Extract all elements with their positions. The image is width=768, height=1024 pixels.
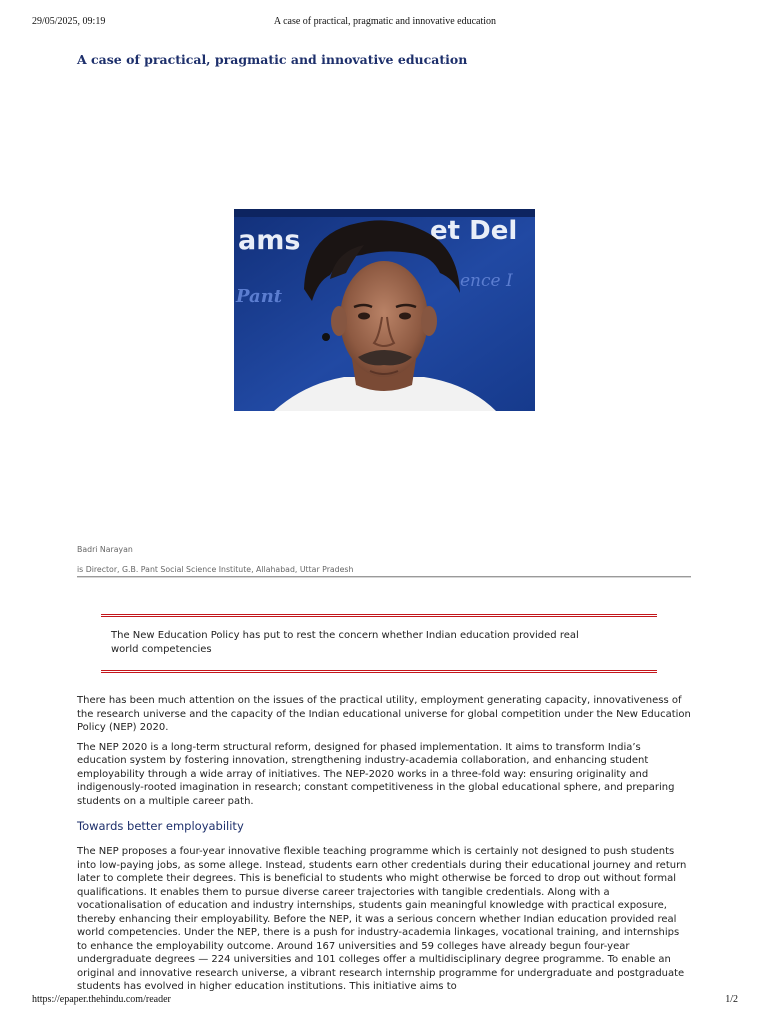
article-title: A case of practical, pragmatic and innovative education bbox=[77, 52, 468, 67]
section-heading: Towards better employability bbox=[77, 819, 244, 833]
pull-quote-text: The New Education Policy has put to rest the concern whether Indian education provided real world competencies bbox=[111, 630, 579, 655]
article-body bbox=[77, 694, 691, 1000]
banner-text-2: et Del bbox=[430, 216, 518, 246]
byline-divider bbox=[77, 576, 691, 578]
pull-quote bbox=[101, 614, 657, 673]
paragraph: There has been much attention on the issues of the practical utility, employment generating capacity, innovativeness of the research universe and the capacity of the Indian educational universe for global competition under the New Education Policy (NEP) 2020. bbox=[77, 695, 691, 733]
print-footer bbox=[32, 994, 738, 1008]
author-photo bbox=[234, 209, 535, 411]
banner-text-4: ence I bbox=[460, 271, 513, 291]
paragraph: The NEP 2020 is a long-term structural reform, designed for phased implementation. It aims to transform India’s education system by fostering innovation, strengthening industry-academia collaboration, and enhancing student employability through a wide array of initiatives. The NEP-2020 works in a three-fold way: ensuring originality and indigenously-rooted imagination in research; constant competitiveness in the global educational sphere, and preparing students on a multiple career path. bbox=[77, 741, 675, 807]
author-role: is Director, G.B. Pant Social Science Institute, Allahabad, Uttar Pradesh bbox=[77, 565, 354, 574]
author-name: Badri Narayan bbox=[77, 545, 133, 554]
paragraph: The NEP proposes a four-year innovative flexible teaching programme which is certainly not designed to push students into low-paying jobs, as some allege. Instead, students earn other credentials during their educational journey and return later to complete their degrees. This is beneficial to students who might otherwise be forced to drop out without formal qualifications. It enables them to pursue diverse career trajectories with tangible credentials. Along with a vocationalisation of education and industry internships, students gain meaningful knowledge with practical exposure, thereby enhancing their employability. Before the NEP, it was a serious concern whether Indian education provided real world competencies. Under the NEP, there is a push for industry-academia linkages, vocational training, and internships to enhance the employability outcome. Around 167 universities and 59 colleges have already begun four-year undergraduate degrees — 224 universities and 101 colleges offer a multidisciplinary degree programme. To enable an original and innovative research universe, a vibrant research internship programme for undergraduate and postgraduate students has evolved in higher education institutions. This initiative aims to bbox=[77, 846, 687, 992]
byline bbox=[77, 545, 691, 576]
print-page-title: A case of practical, pragmatic and innovative education bbox=[273, 16, 497, 27]
print-header bbox=[32, 16, 738, 30]
print-date: 29/05/2025, 09:19 bbox=[32, 16, 106, 27]
page-url[interactable]: https://epaper.thehindu.com/reader bbox=[32, 994, 171, 1005]
page-number: 1/2 bbox=[725, 994, 738, 1005]
banner-text-1: ams bbox=[238, 225, 301, 256]
banner-text-3: Pant bbox=[236, 286, 283, 307]
